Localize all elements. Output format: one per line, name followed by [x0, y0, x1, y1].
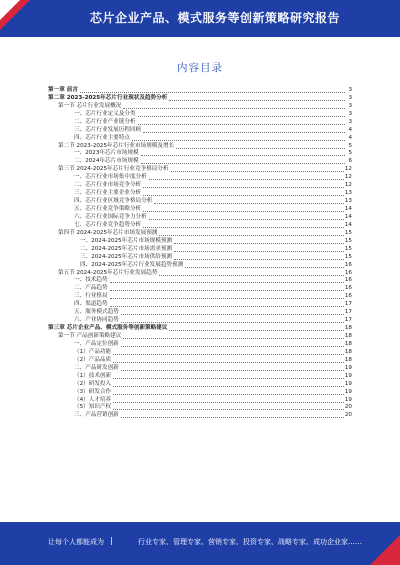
toc-entry-label: 二、2024年芯片市场规模 — [74, 158, 139, 165]
toc-entry-page: 12 — [344, 182, 352, 189]
footer-slogan: 行业专家、管理专家、营销专家、投资专家、战略专家、成功企业家…… — [138, 538, 362, 546]
toc-entry-label: 第一节 芯片行业发展概况 — [58, 102, 122, 109]
toc-entry-page: 12 — [344, 174, 352, 181]
toc-entry-page: 17 — [344, 309, 352, 316]
toc-leader-dots — [123, 338, 344, 339]
toc-entry-page: 16 — [344, 293, 352, 300]
toc-entry-page: 4 — [348, 126, 352, 133]
toc-entry[interactable] — [48, 309, 352, 317]
toc-entry-page: 17 — [344, 301, 352, 308]
toc-entry-label: 三、产品营销创新 — [74, 412, 119, 419]
toc-entry[interactable] — [48, 373, 352, 381]
toc-leader-dots — [159, 275, 343, 276]
toc-entry[interactable] — [48, 349, 352, 357]
toc-entry-page: 3 — [348, 118, 352, 125]
toc-entry-page: 5 — [348, 150, 352, 157]
page-footer — [0, 522, 400, 565]
toc-entry-label: 二、芯片行业市场竞争分析 — [74, 182, 142, 189]
toc-leader-dots — [113, 402, 344, 403]
toc-leader-dots — [121, 314, 344, 315]
toc-leader-dots — [121, 322, 344, 323]
toc-entry-page: 4 — [348, 134, 352, 141]
toc-entry[interactable] — [48, 381, 352, 389]
toc-leader-dots — [121, 346, 344, 347]
toc-entry-page: 15 — [344, 229, 352, 236]
toc-entry-page: 15 — [344, 237, 352, 244]
toc-entry-label: 一、技术趋势 — [74, 277, 108, 284]
toc-entry-page: 19 — [344, 388, 352, 395]
toc-entry-label: 六、芯片行业国际竞争力分析 — [74, 213, 147, 220]
toc-leader-dots — [121, 417, 344, 418]
toc-entry-page: 3 — [348, 102, 352, 109]
header-white-corner — [0, 0, 20, 20]
toc-entry-label: 第一章 前言 — [48, 86, 78, 93]
toc-entry[interactable] — [48, 95, 352, 103]
toc-leader-dots — [143, 195, 344, 196]
toc-entry-page: 19 — [344, 372, 352, 379]
page-header — [0, 0, 400, 37]
toc-leader-dots — [154, 203, 344, 204]
toc-entry[interactable] — [48, 198, 352, 206]
toc-entry-label: 五、服务模式趋势 — [74, 309, 119, 316]
toc-entry-page: 15 — [344, 253, 352, 260]
toc-entry[interactable] — [48, 365, 352, 373]
toc-entry-label: 一、2024-2025年芯片市场规模预测 — [80, 237, 173, 244]
toc-entry[interactable] — [48, 238, 352, 246]
report-title: 芯片企业产品、模式服务等创新策略研究报告 — [89, 11, 340, 25]
toc-leader-dots — [110, 306, 344, 307]
toc-entry-label: 二、产品研发创新 — [74, 364, 119, 371]
toc-leader-dots — [123, 108, 345, 109]
toc-entry-label: 二、芯片行业产业链分析 — [74, 118, 136, 125]
toc-entry[interactable] — [48, 412, 352, 420]
toc-entry[interactable] — [48, 214, 352, 222]
toc-entry-page: 17 — [344, 317, 352, 324]
footer-lead: 让每个人都能成为 — [48, 538, 104, 546]
toc-entry-label: 二、2024-2025年芯片市场需求预测 — [80, 245, 173, 252]
toc-leader-dots — [174, 243, 344, 244]
toc-leader-dots — [143, 227, 344, 228]
toc-entry[interactable] — [48, 317, 352, 325]
toc-entry[interactable] — [48, 230, 352, 238]
toc-entry-label: 四、芯片行业主要特点 — [74, 134, 130, 141]
toc-leader-dots — [159, 235, 343, 236]
toc-entry-page: 19 — [344, 364, 352, 371]
toc-entry[interactable] — [48, 182, 352, 190]
toc-entry-label: 第五节 2024-2025年芯片行业发展趋势 — [58, 269, 158, 276]
toc-leader-dots — [169, 330, 343, 331]
toc-entry[interactable] — [48, 357, 352, 365]
toc-entry-label: 第一节 产品创新策略建议 — [58, 333, 122, 340]
toc-entry[interactable] — [48, 127, 352, 135]
toc-entry[interactable] — [48, 135, 352, 143]
toc-entry[interactable] — [48, 341, 352, 349]
toc-entry-label: （1）产品功能 — [74, 348, 112, 355]
toc-entry-page: 12 — [344, 166, 352, 173]
toc-entry[interactable] — [48, 333, 352, 341]
toc-entry[interactable] — [48, 246, 352, 254]
toc-entry-label: 一、芯片行业定义及分类 — [74, 110, 136, 117]
toc-entry-page: 15 — [344, 245, 352, 252]
toc-entry[interactable] — [48, 262, 352, 270]
toc-entry-page: 3 — [348, 110, 352, 117]
toc-entry-page: 19 — [344, 396, 352, 403]
toc-leader-dots — [113, 409, 344, 410]
toc-leader-dots — [80, 92, 345, 93]
toc-entry-page: 16 — [344, 277, 352, 284]
toc-leader-dots — [143, 132, 345, 133]
toc-entry-page: 16 — [344, 285, 352, 292]
footer-separator: | — [110, 536, 113, 545]
toc-entry-page: 18 — [344, 333, 352, 340]
toc-entry[interactable] — [48, 190, 352, 198]
toc-entry-page: 14 — [344, 221, 352, 228]
toc-entry-label: （2）研发投入 — [74, 380, 112, 387]
toc-entry-page: 3 — [348, 86, 352, 93]
toc-entry-label: （2）产品品质 — [74, 356, 112, 363]
toc-leader-dots — [171, 171, 344, 172]
toc-entry-label: 一、芯片行业市场集中度分析 — [74, 174, 147, 181]
toc-entry[interactable] — [48, 325, 352, 333]
toc-leader-dots — [149, 179, 344, 180]
toc-entry-page: 18 — [344, 356, 352, 363]
toc-leader-dots — [113, 378, 344, 379]
toc-entry-label: 三、芯片行业主要企业分析 — [74, 190, 142, 197]
toc-entry[interactable] — [48, 103, 352, 111]
toc-leader-dots — [176, 148, 345, 149]
toc-entry-label: 七、芯片行业竞争趋势分析 — [74, 221, 142, 228]
toc-entry-page: 14 — [344, 213, 352, 220]
toc-leader-dots — [149, 219, 344, 220]
toc-entry-label: 三、2024-2025年芯片市场供给预测 — [80, 253, 173, 260]
toc-leader-dots — [169, 100, 345, 101]
toc-leader-dots — [138, 124, 345, 125]
toc-entry-label: 第四节 2024-2025年芯片市场发展预测 — [58, 229, 158, 236]
toc-entry-page: 5 — [348, 142, 352, 149]
toc-entry-page: 3 — [348, 94, 352, 101]
toc-entry-page: 19 — [344, 380, 352, 387]
toc-entry-label: 五、芯片行业竞争策略分析 — [74, 206, 142, 213]
toc-leader-dots — [185, 267, 344, 268]
toc-entry-page: 18 — [344, 348, 352, 355]
toc-entry[interactable] — [48, 222, 352, 230]
toc-entry-label: （5）知识产权 — [74, 404, 112, 411]
toc-entry-label: 六、产业协同趋势 — [74, 317, 119, 324]
toc-entry-page: 18 — [344, 325, 352, 332]
toc-entry-label: 二、产品趋势 — [74, 285, 108, 292]
toc-entry-page: 6 — [348, 158, 352, 165]
toc-entry-label: 三、芯片行业发展历程回顾 — [74, 126, 142, 133]
toc-leader-dots — [138, 116, 345, 117]
toc-entry-page: 14 — [344, 206, 352, 213]
toc-entry[interactable] — [48, 119, 352, 127]
toc-leader-dots — [141, 163, 345, 164]
toc-entry-page: 20 — [344, 404, 352, 411]
toc-entry-label: 第二章 2023-2025年芯片行业现状及趋势分析 — [48, 94, 168, 101]
toc-leader-dots — [113, 386, 344, 387]
toc-entry-label: 第二节 2023-2025年芯片行业市场规模及增长 — [58, 142, 175, 149]
toc-entry-label: 第三节 2024-2025年芯片行业竞争格局分析 — [58, 166, 169, 173]
toc-entry-label: 四、2024-2025年芯片行业发展趋势预测 — [80, 261, 184, 268]
toc-entry[interactable] — [48, 87, 352, 95]
table-of-contents — [48, 87, 352, 420]
toc-leader-dots — [143, 211, 344, 212]
toc-leader-dots — [132, 140, 345, 141]
toc-entry-page: 13 — [344, 198, 352, 205]
toc-entry-label: 一、产品定位创新 — [74, 340, 119, 347]
toc-entry[interactable] — [48, 111, 352, 119]
toc-leader-dots — [143, 187, 344, 188]
toc-entry-label: 一、2023年芯片市场规模 — [74, 150, 139, 157]
toc-leader-dots — [113, 394, 344, 395]
toc-entry-label: （1）技术创新 — [74, 372, 112, 379]
toc-leader-dots — [110, 290, 344, 291]
toc-leader-dots — [110, 282, 344, 283]
toc-leader-dots — [113, 354, 344, 355]
toc-entry-label: 四、芯片行业区域竞争格局分析 — [74, 198, 153, 205]
footer-red-corner — [370, 535, 400, 565]
toc-leader-dots — [110, 298, 344, 299]
toc-entry-label: （3）研发合作 — [74, 388, 112, 395]
toc-entry-page: 13 — [344, 190, 352, 197]
toc-entry-page: 16 — [344, 269, 352, 276]
toc-entry-label: 三、行业格局 — [74, 293, 108, 300]
toc-heading: 内容目录 — [177, 62, 223, 74]
toc-entry-label: （4）人才培养 — [74, 396, 112, 403]
toc-leader-dots — [141, 155, 345, 156]
toc-entry[interactable] — [48, 254, 352, 262]
toc-entry[interactable] — [48, 389, 352, 397]
toc-entry-page: 20 — [344, 412, 352, 419]
toc-entry-page: 18 — [344, 340, 352, 347]
toc-leader-dots — [121, 370, 344, 371]
toc-leader-dots — [174, 259, 344, 260]
toc-leader-dots — [174, 251, 344, 252]
toc-entry-label: 四、渠道趋势 — [74, 301, 108, 308]
toc-leader-dots — [113, 362, 344, 363]
toc-entry-page: 16 — [344, 261, 352, 268]
toc-entry-label: 第三章 芯片企业产品、模式服务等创新策略建议 — [48, 325, 168, 332]
toc-entry[interactable] — [48, 206, 352, 214]
